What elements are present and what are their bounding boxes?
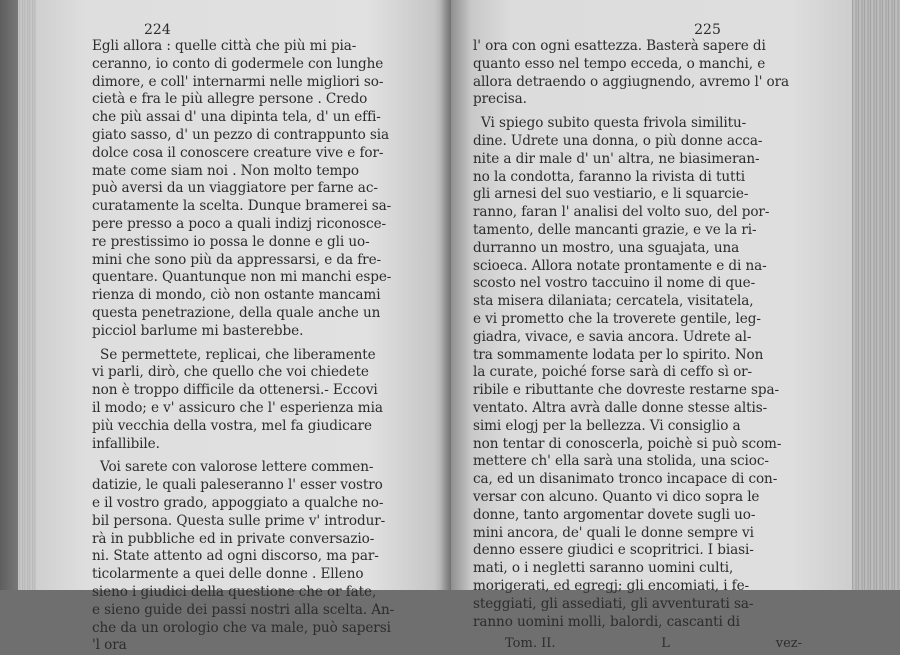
text-line: mati, o i negletti saranno uomini culti, <box>473 560 734 577</box>
text-line: tra sommamente lodata per lo spirito. Non <box>473 346 764 363</box>
text-line: scioeca. Allora notate prontamente e di na- <box>473 257 767 274</box>
text-line: datizie, le quali paleseranno l' esser vostro <box>92 477 383 494</box>
text-line: sta misera dilaniata; cercatela, visitatela, <box>473 293 754 310</box>
text-line: e il vostro grado, appoggiato a qualche no- <box>92 494 384 511</box>
text-line: ceranno, io conto di godermele con lunghe <box>92 55 384 72</box>
page-number-left: 224 <box>144 22 171 38</box>
text-line: ranno, faran l' analisi del volto suo, del por- <box>473 204 770 221</box>
text-line: steggiati, gli assediati, gli avventurati sa- <box>473 595 754 612</box>
text-line: scosto nel vostro taccuino il nome di que- <box>473 275 756 292</box>
text-line: gli arnesi del suo vestiario, e li squarcie- <box>473 186 749 203</box>
text-line: mini ancora, de' quali le donne sempre vi <box>473 524 754 541</box>
right-page-body <box>473 38 802 631</box>
text-line: quentare. Quantunque non mi manchi espe- <box>92 269 392 286</box>
text-line: non è troppo difficile da ottenersi.- Eccovi <box>92 382 378 399</box>
right-page <box>451 0 852 652</box>
text-line: Egli allora : quelle città che più mi pia- <box>92 38 357 54</box>
text-line: rà in pubbliche ed in private conversazio- <box>92 530 375 547</box>
text-line: giato sasso, d' un pezzo di contrappunto sia <box>92 126 390 143</box>
catchword: vez- <box>775 636 802 652</box>
text-line: più vecchia della vostra, mel fa giudicare <box>92 417 372 434</box>
text-line: nite a dir male d' un' altra, ne biasimeran- <box>473 150 760 167</box>
text-line: sieno i giudici della questione che or fate, <box>92 583 377 600</box>
text-line: ca, ed un disanimato tronco incapace di con- <box>473 471 778 488</box>
text-line: denno essere giudici e scopritrici. I biasi- <box>473 542 754 559</box>
text-line: tamento, delle mancanti grazie, e ve la ri- <box>473 221 757 238</box>
text-line: vi parli, dirò, che quello che voi chiedete <box>92 364 369 381</box>
text-line: Vi spiego subito questa frivola similitu- <box>481 115 747 132</box>
text-line: no la condotta, faranno la rivista di tutti <box>473 168 745 185</box>
signature-mark: Tom. II. <box>505 636 556 652</box>
text-line: dimore, e coll' internarmi nelle migliori so- <box>92 73 384 90</box>
text-line: versar con alcuno. Quanto vi dico sopra le <box>473 488 760 505</box>
text-line: durranno un mostro, una sguajata, una <box>473 239 740 256</box>
left-page-body <box>92 38 433 655</box>
text-line: che più assai d' una dipinta tela, d' un effi- <box>92 109 381 126</box>
left-page <box>36 0 451 654</box>
text-line: ni. State attento ad ogni discorso, ma par- <box>92 548 379 565</box>
text-line: e vi prometto che la troverete gentile, leg- <box>473 310 761 327</box>
text-line: questa penetrazione, della quale anche un <box>92 304 381 321</box>
text-line: morigerati, ed egregj; gli encomiati, i fe- <box>473 577 750 594</box>
text-line: ranno uomini molli, balordi, cascanti di <box>473 613 740 630</box>
text-line: l' ora con ogni esattezza. Basterà sapere di <box>473 38 766 54</box>
text-line: mini che sono più da appressarsi, e da fre- <box>92 251 382 268</box>
text-line: ventato. Altra avrà dalle donne stesse altis- <box>473 399 768 416</box>
text-line: mettere ch' ella sarà una stolida, una scioc- <box>473 453 769 470</box>
text-line: pere presso a poco a quali indizj riconosce- <box>92 215 387 232</box>
text-line: re prestissimo io possa le donne e gli uo- <box>92 233 370 250</box>
text-line: non tentar di conoscerla, poichè si può scom- <box>473 435 782 452</box>
text-line: ticolarmente a quei delle donne . Elleno <box>92 566 364 583</box>
text-line: dolce cosa il conoscere creature vive e for- <box>92 144 384 161</box>
book-edge-right <box>852 0 900 590</box>
text-line: può aversi da un viaggiatore per farne ac- <box>92 180 378 197</box>
page-footer <box>473 635 802 652</box>
text-line: mate come siam noi . Non molto tempo <box>92 162 359 179</box>
text-line: Se permettete, replicai, che liberamente <box>100 346 376 363</box>
text-line: cietà e fra le più allegre persone . Credo <box>92 91 368 108</box>
text-line: ribile e ributtante che dovreste restarne spa- <box>473 382 780 399</box>
text-line: curatamente la scelta. Dunque bramerei sa- <box>92 198 392 215</box>
text-line: 'l ora <box>92 637 127 654</box>
text-line: donne, tanto argomentar dovete sugli uo- <box>473 506 756 523</box>
text-line: quanto esso nel tempo ecceda, o manchi, e <box>473 55 766 72</box>
text-line: che da un orologio che va male, può sapersi <box>92 619 391 636</box>
text-line: precisa. <box>473 91 527 108</box>
text-line: dine. Udrete una donna, o più donne acca- <box>473 132 763 149</box>
text-line: rienza di mondo, ciò non ostante mancami <box>92 287 381 304</box>
page-number-right: 225 <box>694 22 721 38</box>
text-line: e sieno guide dei passi nostri alla scelta. An- <box>92 601 395 618</box>
text-line: bil persona. Questa sulle prime v' introdur- <box>92 512 386 529</box>
text-line: Voi sarete con valorose lettere commen- <box>100 459 374 476</box>
signature-letter: L <box>661 636 670 652</box>
text-line: la curate, poiché forse sarà di ceffo sì or- <box>473 364 753 381</box>
text-line: il modo; e v' assicuro che l' esperienza mia <box>92 399 383 416</box>
text-line: giadra, vivace, e savia ancora. Udrete al- <box>473 328 752 345</box>
text-line: picciol barlume mi basterebbe. <box>92 322 304 339</box>
text-line: allora detraendo o aggiugnendo, avremo l' ora <box>473 73 790 90</box>
text-line: simi elogj per la bellezza. Vi consiglio a <box>473 417 741 434</box>
text-line: infallibile. <box>92 435 160 452</box>
